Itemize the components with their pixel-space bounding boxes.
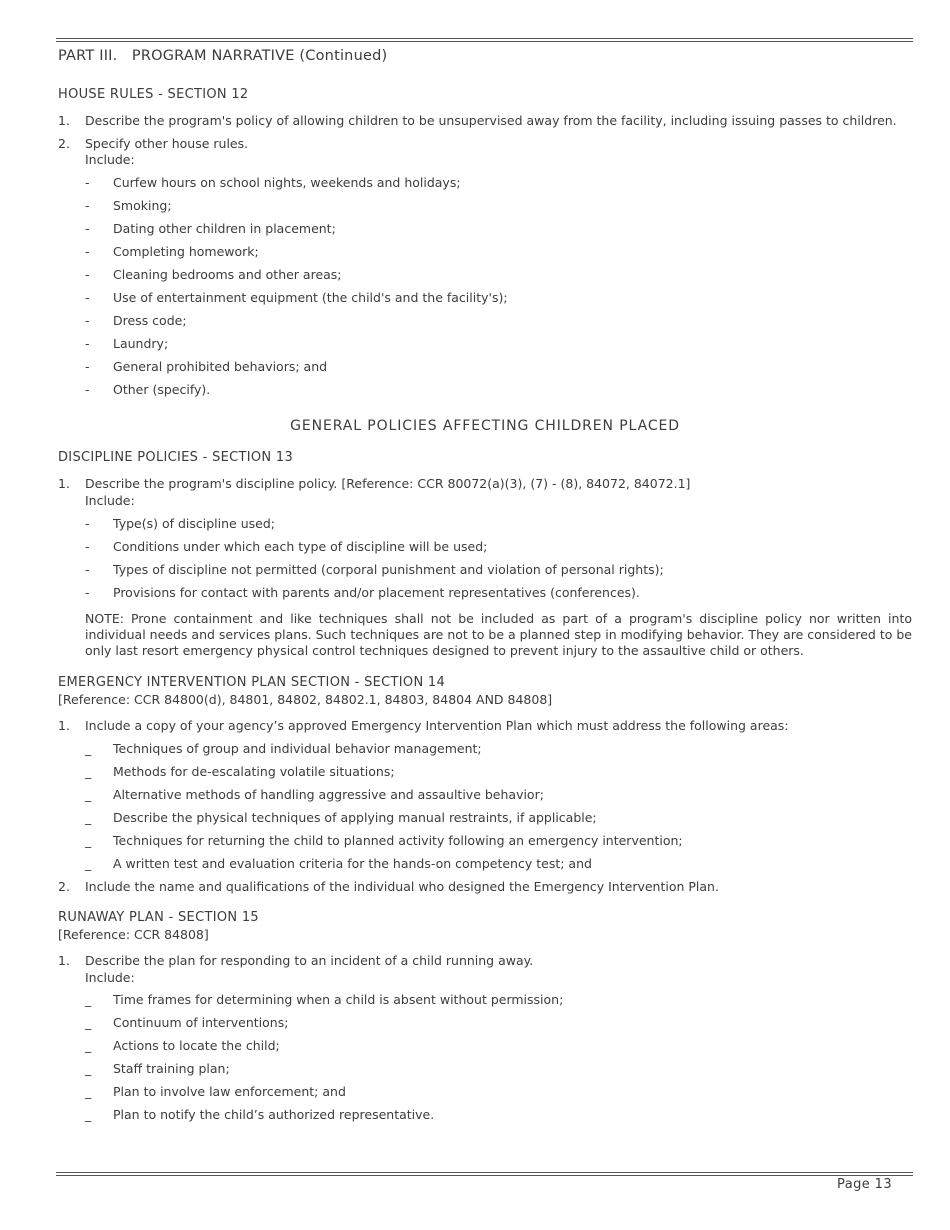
bullet-marker: _	[85, 1061, 92, 1076]
bullet-marker: -	[85, 539, 90, 554]
bullet-marker: _	[85, 833, 92, 848]
include-label: Include:	[85, 152, 135, 167]
bullet-text: Time frames for determining when a child is absent without permission;	[113, 992, 564, 1007]
discipline-note: NOTE: Prone containment and like techniques shall not be included as part of a program's discipline policy nor written into individual needs and services plans. Such techniques are not to be a planned step in modifying behavior. They are considered to be only last resort emergency physical control techniques designed to prevent injury to the assaultive child or others.	[85, 611, 912, 658]
runaway-reference: [Reference: CCR 84808]	[58, 927, 209, 942]
bullet-marker: _	[85, 741, 92, 756]
bullet-text: Other (specify).	[113, 382, 211, 397]
item-number: 1.	[58, 476, 70, 491]
bullet-text: Use of entertainment equipment (the child's and the facility's);	[113, 290, 508, 305]
bullet-text: Type(s) of discipline used;	[113, 516, 275, 531]
bullet-marker: -	[85, 175, 90, 190]
page-title: PART III. PROGRAM NARRATIVE (Continued)	[58, 48, 388, 64]
include-label: Include:	[85, 970, 135, 985]
bullet-marker: -	[85, 562, 90, 577]
bullet-marker: _	[85, 787, 92, 802]
bullet-marker: _	[85, 1038, 92, 1053]
include-label: Include:	[85, 493, 135, 508]
item-text: Describe the program's policy of allowing children to be unsupervised away from the facility, including issuing passes to children.	[85, 113, 897, 128]
bullet-text: Staff training plan;	[113, 1061, 230, 1076]
bullet-marker: _	[85, 992, 92, 1007]
item-text: Include a copy of your agency’s approved Emergency Intervention Plan which must address the following areas:	[85, 718, 789, 733]
bullet-text: Continuum of interventions;	[113, 1015, 289, 1030]
bullet-text: Plan to involve law enforcement; and	[113, 1084, 346, 1099]
item-number: 1.	[58, 953, 70, 968]
bullet-marker: -	[85, 313, 90, 328]
bullet-marker: _	[85, 764, 92, 779]
bullet-marker: -	[85, 221, 90, 236]
bullet-text: Dating other children in placement;	[113, 221, 336, 236]
bullet-marker: -	[85, 290, 90, 305]
bullet-marker: _	[85, 810, 92, 825]
page-number: Page 13	[837, 1177, 892, 1192]
bullet-marker: -	[85, 382, 90, 397]
item-number: 1.	[58, 718, 70, 733]
bullet-marker: _	[85, 1015, 92, 1030]
bullet-text: Plan to notify the child’s authorized representative.	[113, 1107, 435, 1122]
bullet-text: Conditions under which each type of discipline will be used;	[113, 539, 488, 554]
discipline-heading: DISCIPLINE POLICIES - SECTION 13	[58, 450, 294, 465]
house-rules-heading: HOUSE RULES - SECTION 12	[58, 87, 249, 102]
bullet-marker: _	[85, 1084, 92, 1099]
bullet-text: General prohibited behaviors; and	[113, 359, 328, 374]
bullet-text: Provisions for contact with parents and/or placement representatives (conferences).	[113, 585, 640, 600]
bullet-text: Types of discipline not permitted (corporal punishment and violation of personal rights);	[113, 562, 664, 577]
bullet-marker: -	[85, 359, 90, 374]
bottom-rule-1	[56, 1172, 913, 1173]
bullet-text: A written test and evaluation criteria for the hands-on competency test; and	[113, 856, 592, 871]
emergency-heading: EMERGENCY INTERVENTION PLAN SECTION - SECTION 14	[58, 675, 446, 690]
bullet-marker: _	[85, 1107, 92, 1122]
bullet-marker: -	[85, 244, 90, 259]
bullet-text: Cleaning bedrooms and other areas;	[113, 267, 342, 282]
item-number: 2.	[58, 879, 70, 894]
top-rule-2	[56, 41, 913, 42]
bullet-text: Laundry;	[113, 336, 169, 351]
item-text: Specify other house rules.	[85, 136, 249, 151]
item-text: Describe the program's discipline policy. [Reference: CCR 80072(a)(3), (7) - (8), 84072, 84072.1]	[85, 476, 691, 491]
bullet-marker: -	[85, 516, 90, 531]
bullet-text: Completing homework;	[113, 244, 259, 259]
bullet-text: Alternative methods of handling aggressive and assaultive behavior;	[113, 787, 544, 802]
bullet-marker: -	[85, 336, 90, 351]
bullet-marker: -	[85, 198, 90, 213]
bullet-marker: _	[85, 856, 92, 871]
bullet-text: Techniques for returning the child to planned activity following an emergency intervention;	[113, 833, 683, 848]
bullet-marker: -	[85, 585, 90, 600]
bullet-text: Describe the physical techniques of applying manual restraints, if applicable;	[113, 810, 597, 825]
general-policies-heading: GENERAL POLICIES AFFECTING CHILDREN PLACED	[290, 418, 680, 434]
item-number: 2.	[58, 136, 70, 151]
bullet-text: Smoking;	[113, 198, 172, 213]
item-number: 1.	[58, 113, 70, 128]
item-text: Describe the plan for responding to an incident of a child running away.	[85, 953, 534, 968]
bullet-text: Curfew hours on school nights, weekends and holidays;	[113, 175, 461, 190]
bullet-text: Techniques of group and individual behavior management;	[113, 741, 482, 756]
bottom-rule-2	[56, 1175, 913, 1176]
top-rule-1	[56, 38, 913, 39]
bullet-text: Dress code;	[113, 313, 187, 328]
bullet-text: Methods for de-escalating volatile situations;	[113, 764, 395, 779]
bullet-marker: -	[85, 267, 90, 282]
item-text: Include the name and qualifications of the individual who designed the Emergency Intervention Plan.	[85, 879, 719, 894]
runaway-heading: RUNAWAY PLAN - SECTION 15	[58, 910, 259, 925]
emergency-reference: [Reference: CCR 84800(d), 84801, 84802, 84802.1, 84803, 84804 AND 84808]	[58, 692, 553, 707]
bullet-text: Actions to locate the child;	[113, 1038, 280, 1053]
